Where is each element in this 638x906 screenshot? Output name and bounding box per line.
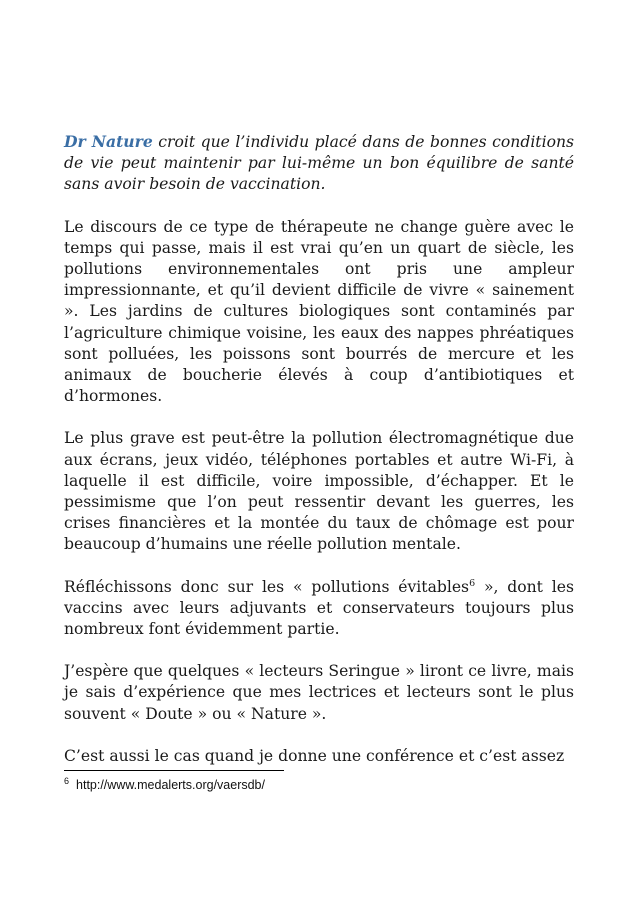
- footnote-reference[interactable]: 6: [469, 577, 476, 589]
- paragraph-4-text-before: Réfléchissons donc sur les « pollutions évitables: [64, 577, 470, 596]
- footnote-link[interactable]: http://www.medalerts.org/vaersdb/: [76, 778, 265, 793]
- paragraph-1-text: croit que l’individu placé dans de bonnes conditions de vie peut maintenir par lui-même un bon équilibre de santé sans avoir besoin de vaccination.: [64, 133, 574, 194]
- document-body: [64, 131, 574, 788]
- paragraph-1: [64, 131, 574, 196]
- footnote-number: 6: [64, 776, 70, 786]
- footnote: [64, 776, 265, 792]
- dr-nature-highlight: Dr Nature: [64, 132, 153, 151]
- paragraph-4: [64, 577, 574, 641]
- paragraph-6: C’est aussi le cas quand je donne une conférence et c’est assez: [64, 746, 565, 765]
- paragraph-3: Le plus grave est peut-être la pollution électromagnétique due aux écrans, jeux vidéo, téléphones portables et autre Wi-Fi, à laquelle il est difficile, voire impossible, d’échapper. Et le pessimisme que l’on peut ressentir devant les guerres, les crises financières et la montée du taux de chômage est pour beaucoup d’humains une réelle pollution mentale.: [64, 429, 574, 554]
- paragraph-2: Le discours de ce type de thérapeute ne change guère avec le temps qui passe, mais il est vrai qu’en un quart de siècle, les pollutions environnementales ont pris une ampleur impressionnante, et qu’il devient difficile de vivre « sainement ». Les jardins de cultures biologiques sont contaminés par l’agriculture chimique voisine, les eaux des nappes phréatiques sont polluées, les poissons sont bourrés de mercure et les animaux de boucherie élevés à coup d’antibiotiques et d’hormones.: [64, 217, 574, 406]
- paragraph-5: J’espère que quelques « lecteurs Seringue » liront ce livre, mais je sais d’expérience que mes lectrices et lecteurs sont le plus souvent « Doute » ou « Nature ».: [64, 662, 574, 723]
- footnote-separator: [64, 770, 284, 771]
- paragraph-4-text-after: », dont les vaccins avec leurs adjuvants et conservateurs toujours plus nombreux font évidemment partie.: [64, 577, 574, 639]
